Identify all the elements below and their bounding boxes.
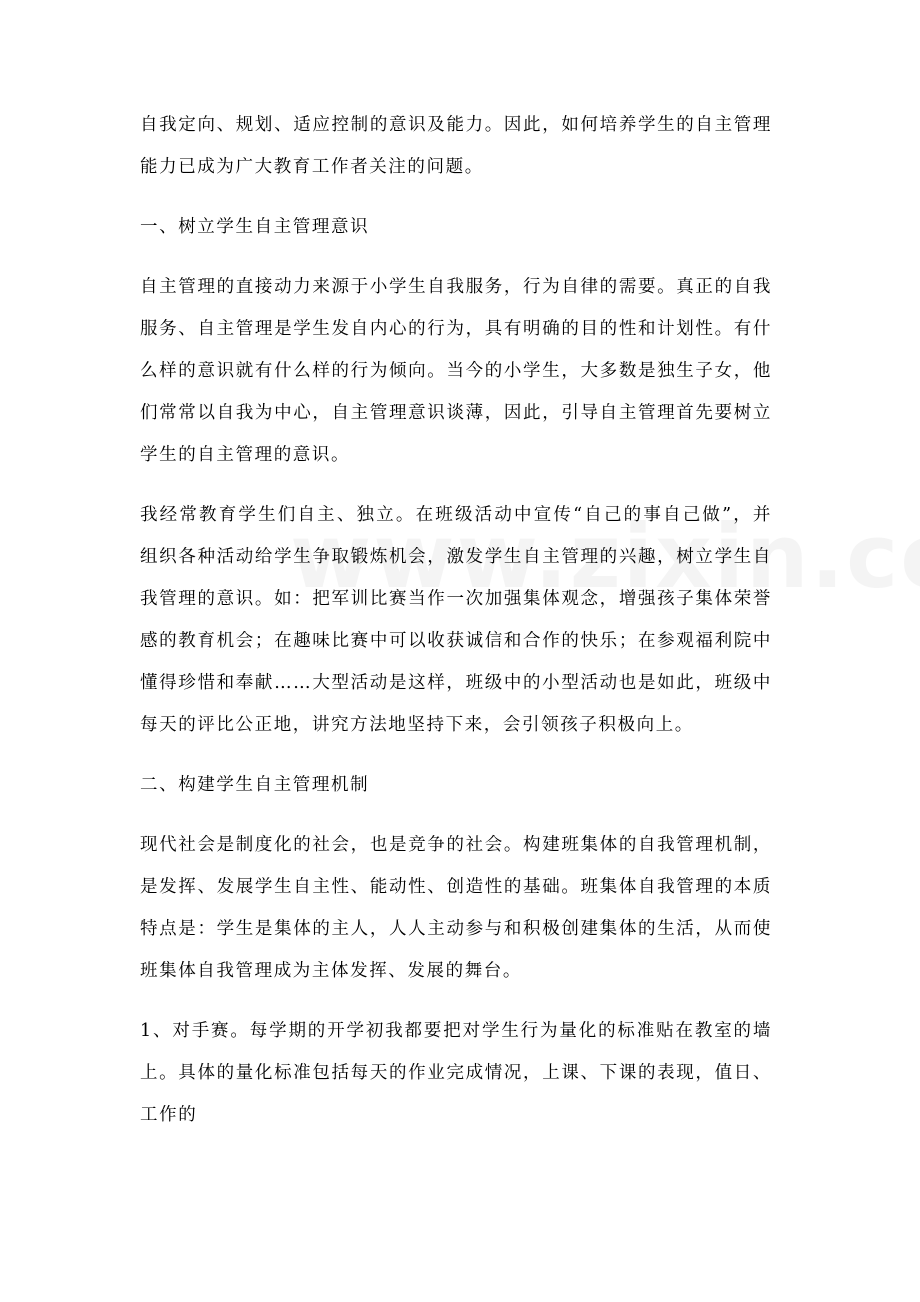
document-body — [140, 104, 772, 1154]
paragraph-competition: 1、对手赛。每学期的开学初我都要把对学生行为量化的标准贴在教室的墙上。具体的量化标准包括每天的作业完成情况，上课、下课的表现，值日、工作的 — [140, 1021, 772, 1125]
paragraph-activities: 我经常教育学生们自主、独立。在班级活动中宣传“自己的事自己做”，并组织各种活动给学生争取锻炼机会，激发学生自主管理的兴趣，树立学生自我管理的意识。如：把军训比赛当作一次加强集体观念，增强孩子集体荣誉感的教育机会；在趣味比赛中可以收获诚信和合作的快乐；在参观福利院中懂得珍惜和奉献……大型活动是这样，班级中的小型活动也是如此，班级中每天的评比公正地，讲究方法地坚持下来，会引领孩子积极向上。 — [140, 505, 772, 735]
section-heading-1: 一、树立学生自主管理意识 — [140, 217, 370, 237]
paragraph-mechanism: 现代社会是制度化的社会，也是竞争的社会。构建班集体的自我管理机制，是发挥、发展学生自主性、能动性、创造性的基础。班集体自我管理的本质特点是：学生是集体的主人，人人主动参与和积极创建集体的生活，从而使班集体自我管理成为主体发挥、发展的舞台。 — [140, 835, 772, 981]
paragraph-self-management-motivation: 自主管理的直接动力来源于小学生自我服务，行为自律的需要。真正的自我服务、自主管理是学生发自内心的行为，具有明确的目的性和计划性。有什么样的意识就有什么样的行为倾向。当今的小学生，大多数是独生子女，他们常常以自我为中心，自主管理意识谈薄，因此，引导自主管理首先要树立学生的自主管理的意识。 — [140, 277, 772, 465]
section-heading-2: 二、构建学生自主管理机制 — [140, 775, 370, 795]
paragraph-intro: 自我定向、规划、适应控制的意识及能力。因此，如何培养学生的自主管理能力已成为广大教育工作者关注的问题。 — [140, 115, 772, 177]
